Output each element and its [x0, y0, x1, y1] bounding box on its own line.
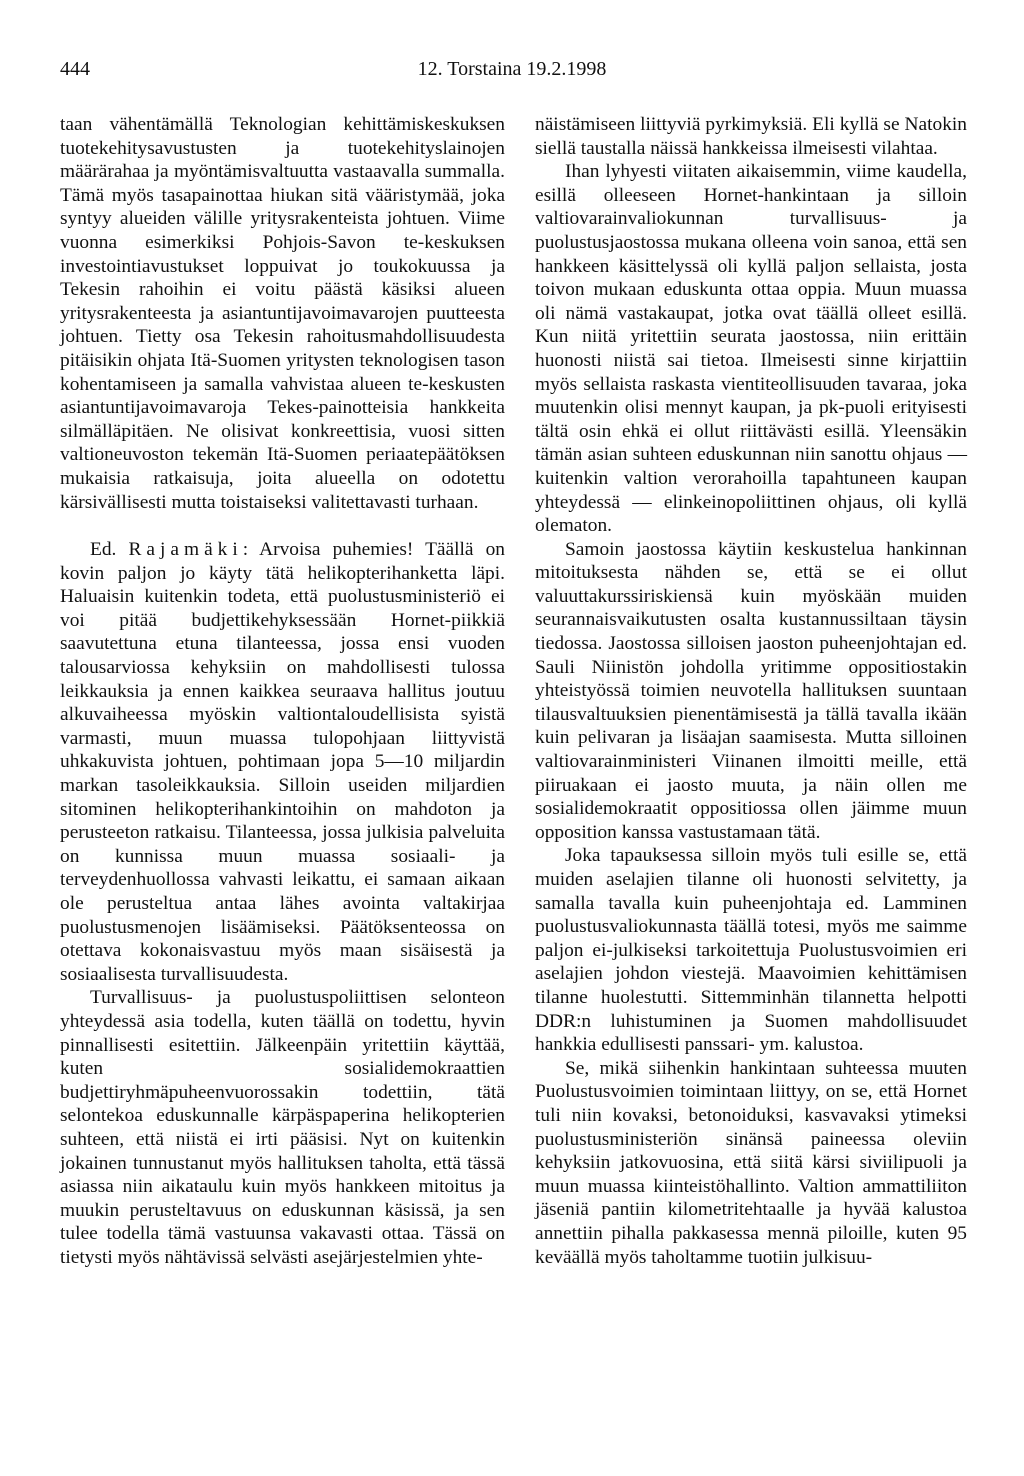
session-date-title: 12. Torstaina 19.2.1998 [417, 58, 607, 80]
left-column [60, 113, 505, 1270]
paragraph: Ihan lyhyesti viitaten aikaisemmin, viime kaudella, esillä olleeseen Hornet-hankintaan ja silloin valtiovarainvaliokunnan turvallisuus- ja puolustusjaostossa mukana olleena voin sanoa, että sen hankkeen käsittelyssä oli kyllä paljon sellaista, josta toivon mukaan eduskunta ottaa oppia. Muun muassa oli nämä vastakaupat, jotka ovat täällä olleet esillä. Kun niitä yritettiin seurata jaostossa, niin erittäin huonosti niistä sai tietoa. Ilmeisesti sinne kirjattiin myös sellaista raskasta vientiteollisuuden tavaraa, joka muutenkin olisi mennyt kaupan, ja pk-puoli erityisesti tältä osin ehkä ei ollut riittävästi esillä. Yleensäkin tämän asian suhteen eduskunnan niin sanottu ohjaus — kuitenkin valtion verorahoilla tapahtuneen kaupan yhteydessä — elinkeinopoliittinen ohjaus, oli kyllä olematon. [535, 161, 967, 537]
speaker-name: Rajamäki [128, 539, 243, 561]
paragraph: Joka tapauksessa silloin myös tuli esille se, että muiden aselajien tilanne oli huonosti selvitetty, ja samalla tavalla kuin puheenjohtaja ed. Lamminen puolustusvaliokunnasta täällä totesi, myös me saimme paljon ei-julkiseksi tarkoitettuja Puolustusvoimien eri aselajien johdon viestejä. Maavoimien kehittämisen tilanne huolestutti. Sittemminhän tilannetta helpotti DDR:n luhistuminen ja Suomen mahdollisuudet hankkia edullisesti panssari- ym. kalustoa. [535, 845, 967, 1056]
speech-text: : Arvoisa puhemies! Täällä on kovin paljon jo käyty tätä helikopterihanketta läpi. Haluaisin kuitenkin todeta, että puolustusministeriö ei voi pitää budjettikehyksessään Hornet-piikkiä saavutettuna etuna tilanteessa, jossa ensi vuoden talousarviossa kehyksiin on mahdollisesti tulossa leikkauksia ja ennen kaikkea seuraava hallitus joutuu alkuvaiheessa myöskin valtiontaloudellisista syistä varmasti, muun muassa tulopohjaan liittyvistä uhkakuvista johtuen, pohtimaan jopa 5—10 miljardin markan tasoleikkauksia. Silloin useiden miljardien sitominen helikopterihankintoihin on mahdoton ja perusteeton ratkaisu. Tilanteessa, jossa julkisia palveluita on kunnissa muun muassa sosiaali- ja terveydenhuollossa vahvasti leikattu, ei samaan aikaan ole perusteltua antaa lähes avointa valtakirjaa puolustusmenojen lisäämiseksi. Päätöksenteossa on otettava kokonaisvastuu myös maan sisäisestä ja sosiaalisesta turvallisuudesta. [60, 539, 505, 985]
paragraph: Turvallisuus- ja puolustuspoliittisen selonteon yhteydessä asia todella, kuten täällä on todettu, hyvin pinnallisesti esitettiin. Jälkeenpäin yritettiin käyttää, kuten sosialidemokraattien budjettiryhmäpuheenvuorossakin todettiin, tätä selontekoa eduskunnalle kärpäspaperina helikopterien suhteen, että niistä ei irti pääsisi. Nyt on kuitenkin jokainen tunnustanut myös hallituksen taholta, että tässä asiassa niin aikataulu kuin myös hankkeen mitoitus ja muukin perusteltavuus on eduskunnan käsissä, ja sen tulee todella tämä vastuunsa vakavasti ottaa. Tässä on tietysti myös nähtävissä selvästi asejärjestelmien yhte- [60, 987, 505, 1268]
paragraph: taan vähentämällä Teknologian kehittämiskeskuksen tuotekehitysavustusten ja tuotekehityslainojen määrärahaa ja myöntämisvaltuutta vastaavalla summalla. Tämä myös tasapainottaa hiukan sitä vääristymää, joka syntyy alueiden välille yritysrakenteista johtuen. Viime vuonna esimerkiksi Pohjois-Savon te-keskuksen investointiavustukset loppuivat jo toukokuussa ja Tekesin rahoihin ei voitu päästä käsiksi alueen yritysrakenteesta ja asiantuntijavoimavarojen puutteesta johtuen. Tietty osa Tekesin rahoitusmahdollisuudesta pitäisikin ohjata Itä-Suomen yritysten teknologisen tason kohentamiseen ja samalla vahvistaa alueen te-keskusten asiantuntijavoimavaroja Tekes-painotteisia hankkeita silmälläpitäen. Ne olisivat konkreettisia, vuosi sitten valtioneuvoston tekemän Itä-Suomen periaatepäätöksen mukaisia ratkaisuja, joita alueella on odotettu kärsivällisesti mutta toistaiseksi valitettavasti turhaan. [60, 114, 505, 513]
speaker-prefix: Ed. [90, 539, 129, 561]
speaker-paragraph [60, 538, 505, 986]
paragraph: Se, mikä siihenkin hankintaan suhteessa muuten Puolustusvoimien toimintaan liittyy, on se, että Hornet tuli niin kovaksi, betonoiduksi, kasvavaksi ytimeksi puolustusministeriön sinänsä paineessa oleviin kehyksiin jatkovuosina, että siitä kärsi siviilipuoli ja muun muassa kiinteistöhallinto. Valtion ammattiliiton jäseniä pantiin kilometritehtaalle ja hyvää kalustoa annettiin pihalla pakkasessa mennä piloille, kuten 95 keväällä myös taholtamme tuotiin julkisuu- [535, 1057, 967, 1268]
page-number: 444 [60, 58, 90, 80]
paragraph: Samoin jaostossa käytiin keskustelua hankinnan mitoituksesta nähden se, että se ei ollut valuuttakurssiriskiensä kuin myöskään muiden seurannaisvaikutusten osalta kustannussiltaan täysin tiedossa. Jaostossa silloisen jaoston puheenjohtajan ed. Sauli Niinistön johdolla yritimme oppositiostakin yhteistyössä toimien neuvotella hallituksen suuntaan tilausvaltuuksien pienentämisestä ja tällä tavalla ikään kuin pelivaran ja lisäajan saamisesta. Mutta silloinen valtiovarainministeri Viinanen ilmoitti meille, että piiruakaan ei jaosto muuta, ja näin ollen me sosialidemokraatit oppositiossa ollen jäimme muun opposition kanssa vastustamaan tätä. [535, 538, 967, 843]
right-column [535, 113, 967, 1269]
page-header [60, 58, 964, 88]
paragraph: näistämiseen liittyviä pyrkimyksiä. Eli kyllä se Natokin siellä taustalla näissä hankkeissa ilmeisesti vilahtaa. [535, 114, 967, 159]
